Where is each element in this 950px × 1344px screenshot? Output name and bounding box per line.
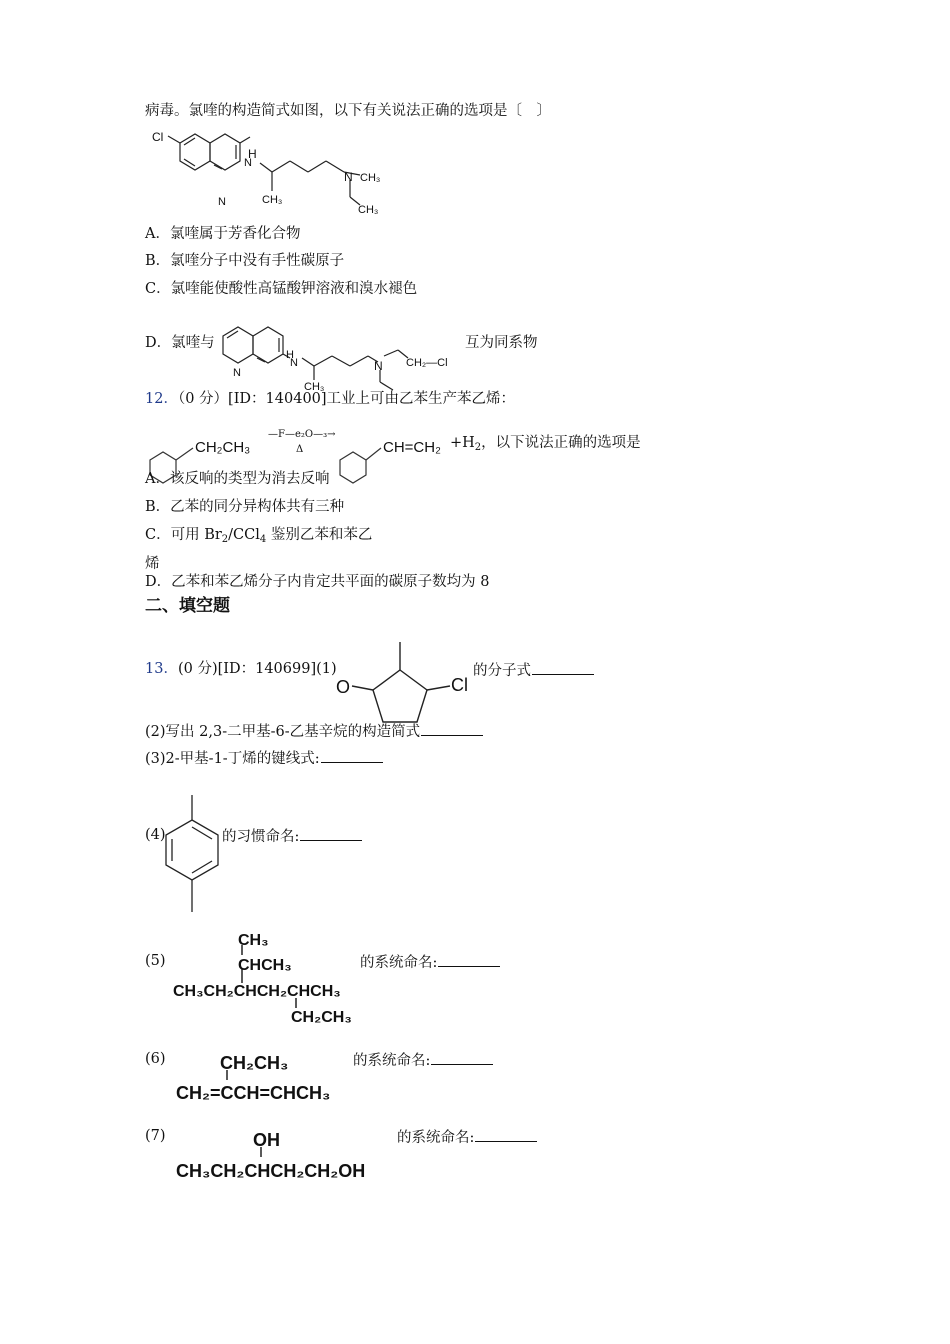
p6-label: (6)	[145, 1051, 166, 1067]
p6-line2: CH₂=CCH=CHCH₃	[176, 1083, 331, 1103]
hydrogen-plus: +H	[450, 435, 475, 451]
p5-line4: CH₂CH₃	[291, 1009, 352, 1026]
p7-line2: CH₃CH₂CHCH₂CH₂OH	[176, 1161, 366, 1181]
p2-text: (2)写出 2,3-二甲基-6-乙基辛烷的构造简式	[145, 724, 421, 740]
p2-answer-blank[interactable]	[421, 721, 483, 736]
catalyst-label: —F—e₂O—₃→	[268, 429, 336, 440]
q13-stem: (0 分)[ID：140699](1)	[177, 661, 337, 677]
p6-suffix: 的系统命名:	[353, 1053, 431, 1069]
p6-line1: CH₂CH₃	[220, 1053, 289, 1073]
p4-answer-blank[interactable]	[300, 826, 362, 841]
p1-answer-blank[interactable]	[532, 660, 594, 675]
p5-line1: CH₃	[238, 932, 269, 949]
p7-suffix: 的系统命名:	[397, 1130, 475, 1146]
struct2-h: H	[286, 349, 294, 361]
struct1-n3: N	[344, 170, 353, 184]
p5-line3: CH₃CH₂CHCH₂CHCH₃	[173, 983, 341, 1000]
styrene-structure	[335, 432, 455, 482]
q12-stem: （0 分）[ID：140400]工业上可由乙苯生产苯乙烯：	[177, 391, 516, 407]
q11-option-d-prefix: D．氯喹与	[145, 335, 215, 351]
q12-option-c-wrap: 烯	[145, 556, 160, 572]
q11-option-c: C．氯喹能使酸性高锰酸钾溶液和溴水褪色	[145, 281, 418, 297]
p3-text: (3)2-甲基-1-丁烯的键线式:	[145, 751, 320, 767]
q11-option-d-suffix: 互为同系物	[465, 335, 538, 351]
struct2-n3: N	[374, 359, 383, 373]
p7-label: (7)	[145, 1128, 166, 1144]
struct1-ch3b: CH₃	[360, 172, 381, 184]
p6-structure	[173, 1047, 353, 1107]
p5-structure	[170, 928, 360, 1028]
p5-suffix: 的系统命名:	[360, 955, 438, 971]
hydrogen-sub: 2	[474, 442, 482, 453]
p4-suffix: 的习惯命名:	[222, 829, 300, 845]
struct2-ch2cl: CH₂—Cl	[406, 357, 448, 369]
q12-option-c-mid: /CCl	[228, 527, 260, 543]
struct1-n2: N	[218, 196, 226, 208]
q12-option-b: B．乙苯的同分异构体共有三种	[145, 499, 345, 515]
section-title: 二、填空题	[145, 596, 230, 616]
reactant-label: CH₂CH₃	[195, 439, 251, 456]
q12-option-d: D．乙苯和苯乙烯分子内肯定共平面的碳原子数均为 8	[145, 574, 490, 590]
p5-line2: CHCH₃	[238, 957, 292, 974]
q13-number: 13．	[145, 661, 178, 677]
q12-option-c-post: 鉴别乙苯和苯乙	[266, 527, 373, 543]
struct2-ch3: CH₃	[304, 381, 325, 393]
struct-o: O	[336, 677, 351, 697]
p3-answer-blank[interactable]	[321, 748, 383, 763]
comparison-structure	[218, 318, 468, 398]
q11-option-a: A．氯喹属于芳香化合物	[145, 226, 301, 242]
heat-symbol: Δ	[296, 444, 304, 455]
p6-answer-blank[interactable]	[431, 1050, 493, 1065]
struct-cl: Cl	[451, 675, 468, 695]
p5-label: (5)	[145, 953, 166, 969]
product-label: CH=CH₂	[383, 439, 441, 456]
p5-answer-blank[interactable]	[438, 952, 500, 967]
q11-option-b: B．氯喹分子中没有手性碳原子	[145, 253, 345, 269]
q12-option-a: A．该反响的类型为消去反响	[145, 471, 330, 487]
p4-label: (4)	[145, 827, 166, 843]
q12-option-c-sub2: 4	[259, 534, 267, 545]
p7-structure	[173, 1125, 393, 1185]
p7-answer-blank[interactable]	[475, 1127, 537, 1142]
q12-option-c-pre: C．可用 Br	[145, 527, 222, 543]
struct1-cl: Cl	[152, 130, 164, 144]
p7-line1: OH	[253, 1130, 280, 1150]
struct1-h: H	[248, 147, 257, 161]
chloroquine-structure	[150, 125, 400, 220]
p-xylene-structure	[160, 795, 230, 915]
struct1-ch3c: CH₃	[358, 204, 379, 216]
struct2-n1: N	[290, 357, 298, 369]
q12-tail: ，以下说法正确的选项是	[481, 435, 641, 451]
p1-suffix: 的分子式	[473, 663, 531, 679]
struct2-n2: N	[233, 367, 241, 379]
q12-number: 12．	[145, 391, 178, 407]
struct1-n1: N	[244, 157, 252, 169]
struct1-ch3a: CH₃	[262, 194, 283, 206]
q11-stem: 病毒。氯喹的构造简式如图，以下有关说法正确的选项是〔 〕	[145, 103, 551, 119]
q12-option-c-sub1: 2	[221, 534, 229, 545]
